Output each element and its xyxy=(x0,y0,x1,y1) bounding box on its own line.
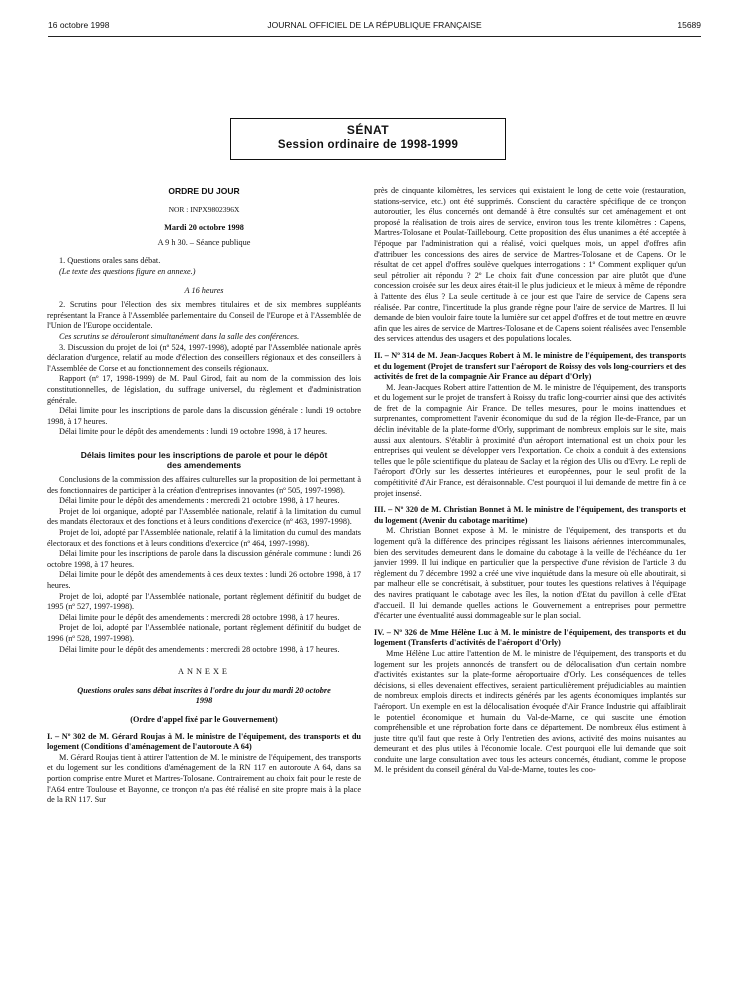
delai-5: Délai limite pour les inscriptions de parole dans la discussion générale commune : lundi 26 octobre 1998, à 17 heures. xyxy=(47,549,361,569)
delai-2: Délai limite pour le dépôt des amendements : mercredi 21 octobre 1998, à 17 heures. xyxy=(59,496,340,506)
title-box xyxy=(230,118,506,160)
item-3-delai-amendements: Délai limite pour le dépôt des amendements : lundi 19 octobre 1998, à 17 heures. xyxy=(59,427,328,437)
title-senat: SÉNAT xyxy=(346,123,390,137)
title-session: Session ordinaire de 1998-1999 xyxy=(277,139,459,151)
nor-reference: NOR : INPX9802396X xyxy=(168,204,240,214)
item-3-rapport: Rapport (nº 17, 1998-1999) de M. Paul Girod, fait au nom de la commission des lois constitutionnelles, de législation, du suffrage universel, du règlement et d'administration générale. xyxy=(47,374,361,405)
delais-heading: Délais limites pour les inscriptions de parole et pour le dépôt des amendements xyxy=(80,449,328,471)
left-column xyxy=(47,186,361,806)
annexe-heading: ANNEXE xyxy=(178,667,230,677)
delai-6: Délai limite pour le dépôt des amendements à ces deux textes : lundi 26 octobre 1998, à 17 heures. xyxy=(47,570,361,590)
question-326-text: Mme Hélène Luc attire l'attention de M. le ministre de l'équipement, des transports et du logement sur les projets annoncés de transfert ou de délocalisation d'un certain nombre d'activités existantes sur la plate-forme aéroportuaire d'Orly. Les conséquences de telles décisions, si elles devenaient effectives, seraient particulièrement préjudiciables au maintien de nombreux emplois directs et indirects générés par les agents économiques implantés sur l'aéroport. Un exemple en est la délocalisation évoquée d'Air France Industrie qui affaiblirait le potentiel économique et humain du Val-de-Marne, ce qui suscite une émotion compréhensible et une réprobation forte dans ce département. De nombreux élus estiment à juste titre qu'il faut que reste à Orly l'entretien des avions, activité des moins nuisantes au demeurant et des plus utiles à l'économie locale. C'est pourquoi elle lui demande que soit conduite une large consultation avec tous les acteurs concernés, étudiant, comme le propose M. le président du conseil général du Val-de-Marne, toutes les coo- xyxy=(374,648,686,775)
question-302-heading: I. – Nº 302 de M. Gérard Roujas à M. le ministre de l'équipement, des transports et du logement (Conditions d'aménagement de l'autoroute A 64) xyxy=(47,731,361,752)
question-314-text: M. Jean-Jacques Robert attire l'attention de M. le ministre de l'équipement, des transports et du logement sur le projet de transfert à Roissy du trafic long-courrier ainsi que des activités de fret de la compagnie Air France. De telles mesures, pour le moins inattendues et surprenantes, compromettent l'avenir économique du sud de la région Ile-de-France, par un déclin inévitable de la plate-forme d'Orly, supprimant de nombreux emplois sur le site, mais aussi aux alentours. S'établir à proximité d'un aéroport international est un choix pour les entreprises qui veulent se développer vers l'exportation. Ce choix a conduit à des extensions telles que le pôle scientifique du plateau de Saclay et la région des Ulis ou d'Evry. Le repli de l'aéroport d'Orly sur les dessertes intérieures et européennes, pour le seul profit de la compétitivité d'Air France, est déraisonnable. C'est pourquoi il lui demande de mettre fin à ce projet insensé. xyxy=(374,382,686,498)
delai-7: Projet de loi, adopté par l'Assemblée nationale, portant règlement définitif du budget de 1995 (nº 527, 1997-1998). xyxy=(47,591,361,612)
ordre-appel: (Ordre d'appel fixé par le Gouvernement) xyxy=(130,714,278,724)
question-302-continued: près de cinquante kilomètres, les services qui existaient le long de cette voie (restauration, stations-service, etc.) ont été supprimés. Conscient du caractère spécifique de ce tronçon autoroutier, les élus concernés ont demandé à être consultés sur cet aménagement et ont proposé la réalisation de trois aires de service, environ tous les trente kilomètres : Capens, Martres-Tolosane et Poulat-Taillebourg. Cette proposition des élus unanimes a été acceptée à l'époque par l'administration qui a réalisé, voici quelques mois, un appel d'offres afin d'attribuer les concessions des aires de service de Martres-Tolosane et de Capens. Or le résultat de cet appel d'offres soulève quelques interrogations : 1º Comment expliquer qu'un seul pétrolier ait répondu ? 2º Le choix fait d'une concession par aire plutôt que d'une concession croisée sur les deux aires était-il le plus judicieux et le mieux à même de répondre à l'attente des élus ? La seule certitude à ce jour est que l'aire de service de Capens sera réalisée. Par contre, l'incertitude la plus grande règne pour l'aire de service de Martres. Il lui demande de bien vouloir faire toute la lumière sur cet appel d'offres et de tout mettre en œuvre afin que les aires de service de Martres-Tolosane et de Capens soient réalisées avec l'ensemble des services attendus des usagers et des populations locales. xyxy=(374,186,686,344)
hour-16: A 16 heures xyxy=(184,285,224,295)
item-3: 3. Discussion du projet de loi (nº 524, 1997-1998), adopté par l'Assemblée nationale après déclaration d'urgence, relatif au mode d'élection des conseillers régionaux et des conseillers à l'Assemblée de Corse et au fonctionnement des conseils régionaux. xyxy=(47,342,361,373)
right-column xyxy=(374,186,686,776)
delai-9: Projet de loi, adopté par l'Assemblée nationale, portant règlement définitif du budget de 1996 (nº 528, 1997-1998). xyxy=(47,623,361,643)
header-date: 16 octobre 1998 xyxy=(48,20,110,30)
question-314-heading: II. – Nº 314 de M. Jean-Jacques Robert à M. le ministre de l'équipement, des transports et du logement (Projet de transfert sur l'aéroport de Roissy des vols long-courriers et des activités de fret de la compagnie Air France au départ d'Orly) xyxy=(374,350,686,382)
header-journal: JOURNAL OFFICIEL DE LA RÉPUBLIQUE FRANÇAISE xyxy=(267,20,482,30)
seance-time: A 9 h 30. – Séance publique xyxy=(157,237,251,247)
question-320-heading: III. – Nº 320 de M. Christian Bonnet à M. le ministre de l'équipement, des transports et du logement (Avenir du cabotage maritime) xyxy=(374,505,686,525)
item-2-note: Ces scrutins se dérouleront simultanément dans la salle des conférences. xyxy=(59,331,300,341)
delai-3: Projet de loi organique, adopté par l'Assemblée nationale, relatif à la limitation du cumul des mandats électoraux et des fonctions et à leurs conditions d'exercice (nº 463, 1997-1998). xyxy=(47,506,361,527)
delai-1: Conclusions de la commission des affaires culturelles sur la proposition de loi permettant à des fonctionnaires de participer à la création d'entreprises innovantes (nº 505, 1997-1998). xyxy=(47,475,361,495)
item-1: 1. Questions orales sans débat. xyxy=(59,256,161,266)
annexe-subtitle: Questions orales sans débat inscrites à l'ordre du jour du mardi 20 octobre 1998 xyxy=(77,685,331,706)
session-date: Mardi 20 octobre 1998 xyxy=(164,223,244,233)
delai-10: Délai limite pour le dépôt des amendements : mercredi 28 octobre 1998, à 17 heures. xyxy=(59,644,340,654)
question-326-heading: IV. – Nº 326 de Mme Hélène Luc à M. le ministre de l'équipement, des transports et du logement (Transferts d'activités de l'aéroport d'Orly) xyxy=(374,627,686,648)
item-2: 2. Scrutins pour l'élection des six membres titulaires et de six membres suppléants représentant la France à l'Assemblée parlementaire du Conseil de l'Europe et à l'Assemblée de l'Union de l'Europe occidentale. xyxy=(47,300,361,331)
question-302-text: M. Gérard Roujas tient à attirer l'attention de M. le ministre de l'équipement, des transports et du logement sur les conditions d'aménagement de la RN 117 en autoroute A 64, dans sa portion comprise entre Muret et Martres-Tolosane. Contrairement au choix fait pour le reste de l'A64 entre Toulouse et Bayonne, ce tronçon n'a pas été réalisé en site propre mais à la place de la RN 117. Sur xyxy=(47,752,361,805)
header-rule xyxy=(48,36,701,37)
delai-8: Délai limite pour le dépôt des amendements : mercredi 28 octobre 1998, à 17 heures. xyxy=(59,612,340,622)
delai-4: Projet de loi, adopté par l'Assemblée nationale, relatif à la limitation du cumul des mandats électoraux et des fonctions et à leurs conditions d'exercice (nº 464, 1997-1998). xyxy=(47,528,361,548)
ordre-du-jour-heading: ORDRE DU JOUR xyxy=(168,186,240,196)
question-320-text: M. Christian Bonnet expose à M. le ministre de l'équipement, des transports et du logement qu'à la différence des principes régissant les liaisons aériennes intercommunales, bien des servitudes demeurent dans le domaine du cabotage à la veille de l'échéance du 1er janvier 1999. Il lui indique en particulier que la perspective d'une révision de l'article 3 du règlement du 7 décembre 1992 a créé une vive inquiétude dans la mesure où elle aboutirait, si par malheur elle se concrétisait, à substituer, pour toutes les questions relatives à l'équipage des navires pratiquant le cabotage avec les îles, la notion d'Etat du pavillon à celle d'Etat d'accueil. Il lui demande quelles actions le Gouvernement a entreprises pour permettre d'écarter une éventualité aussi dommageable sur le plan social. xyxy=(374,526,686,621)
page-header xyxy=(48,20,701,34)
item-3-delai-parole: Délai limite pour les inscriptions de parole dans la discussion générale : lundi 19 octobre 1998, à 17 heures. xyxy=(47,406,361,426)
header-page-number: 15689 xyxy=(677,20,701,30)
item-1-note: (Le texte des questions figure en annexe.) xyxy=(59,266,196,276)
